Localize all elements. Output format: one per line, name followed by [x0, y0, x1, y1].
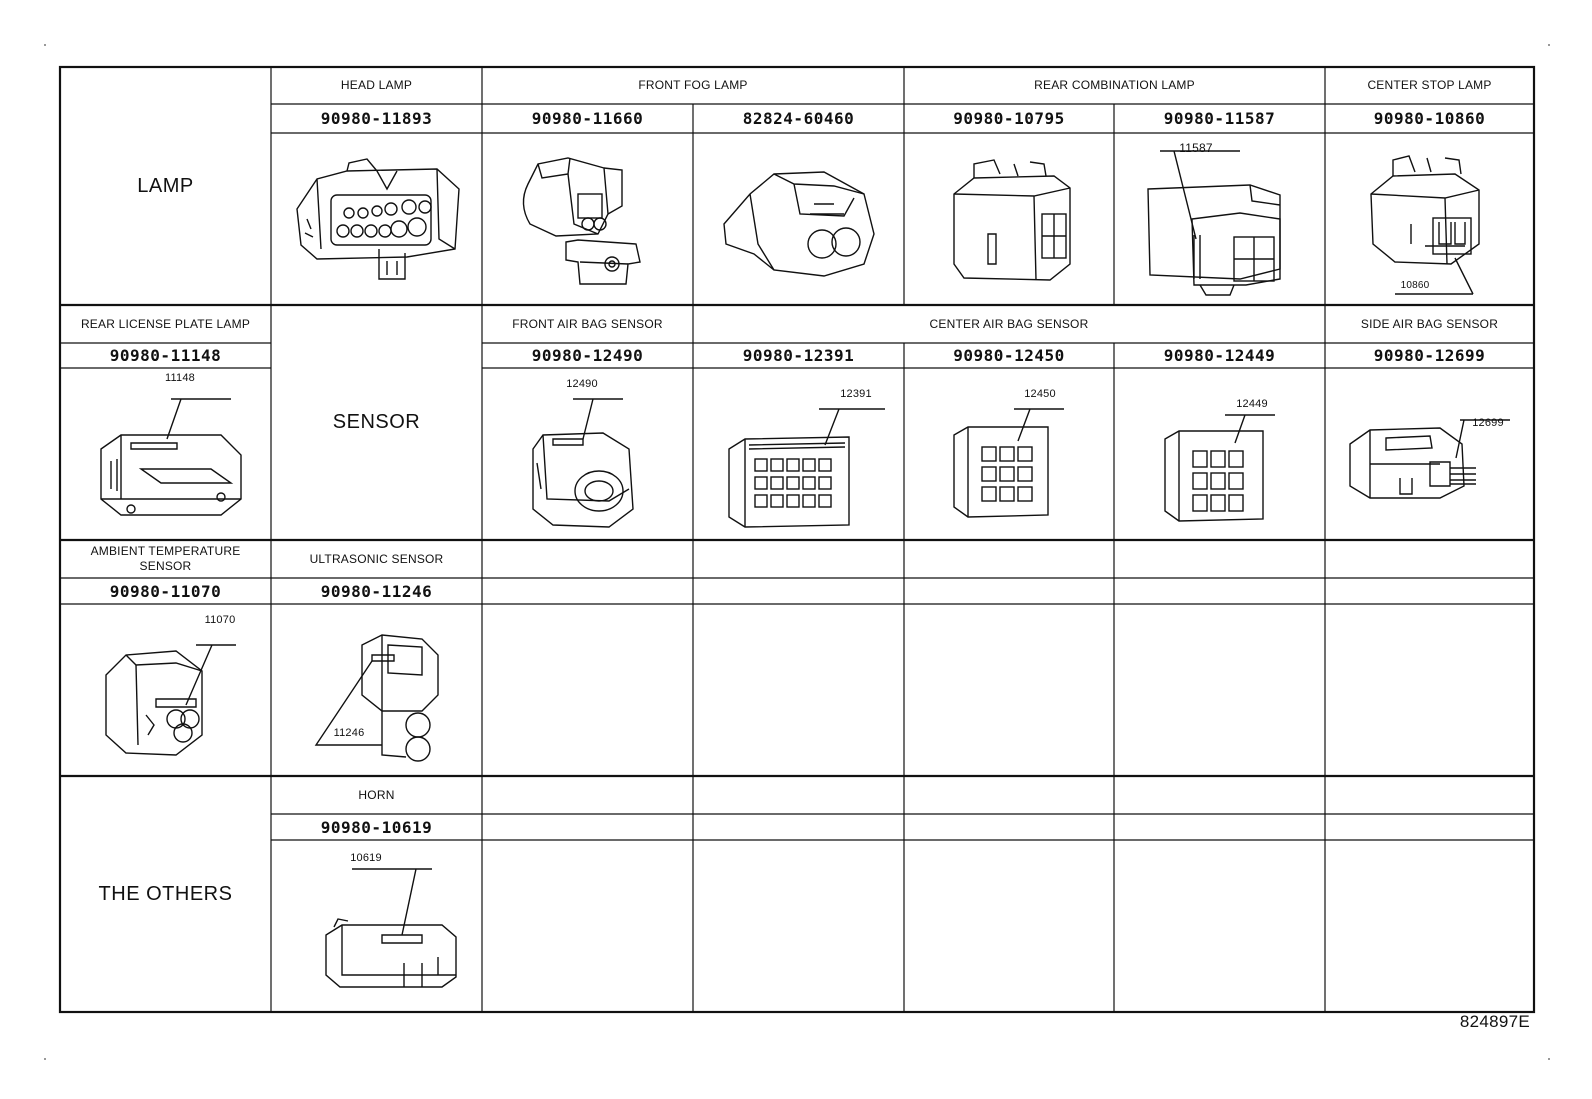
center-air-bag-sensor-title: CENTER AIR BAG SENSOR	[929, 316, 1089, 331]
part-number: 90980-11246	[320, 581, 433, 601]
part-number: 90980-12699	[1373, 346, 1486, 365]
callout-label: 11070	[204, 613, 236, 626]
front-fog-lamp-title: FRONT FOG LAMP	[638, 78, 748, 92]
callout-label: 12490	[566, 377, 598, 390]
figure-id: 824897E	[1459, 1012, 1530, 1031]
connector-illustration-head-lamp	[271, 133, 482, 305]
callout-label: 10860	[1400, 279, 1430, 291]
part-number: 90980-11148	[109, 346, 222, 365]
callout-label: 11587	[1179, 140, 1213, 155]
horn-title: HORN	[358, 787, 395, 802]
head-lamp-title: HEAD LAMP	[340, 78, 413, 92]
front-air-bag-sensor-title: FRONT AIR BAG SENSOR	[512, 316, 663, 331]
part-number: 90980-12391	[742, 346, 855, 365]
rear-license-plate-lamp-title: REAR LICENSE PLATE LAMP	[80, 316, 251, 331]
connector-illustration-center-air-bag-12449	[1114, 368, 1325, 540]
part-number: 90980-11893	[320, 109, 433, 128]
callout-label: 10619	[350, 851, 382, 864]
callout-label: 12391	[840, 387, 872, 400]
callout-label: 11246	[333, 726, 365, 739]
part-number: 90980-11070	[109, 581, 222, 601]
part-number: 90980-10619	[320, 817, 433, 837]
section-label-sensor: SENSOR	[332, 411, 421, 433]
center-stop-lamp-title: CENTER STOP LAMP	[1367, 78, 1492, 92]
connector-illustration-ultrasonic-11246	[271, 604, 482, 776]
part-number: 90980-12450	[953, 346, 1065, 365]
side-air-bag-sensor-title: SIDE AIR BAG SENSOR	[1360, 316, 1499, 331]
part-number: 90980-11587	[1163, 109, 1276, 128]
callout-label: 11148	[165, 371, 195, 384]
connector-illustration-front-air-bag-12490	[482, 368, 693, 540]
part-number: 90980-12490	[531, 346, 644, 365]
ultrasonic-sensor-title: ULTRASONIC SENSOR	[309, 551, 444, 566]
connector-illustration-front-fog-11660	[482, 133, 693, 305]
part-number: 90980-12449	[1163, 346, 1276, 365]
part-number: 90980-10860	[1373, 109, 1486, 128]
connector-illustration-center-air-bag-12450	[904, 368, 1114, 540]
part-number: 90980-10795	[953, 109, 1065, 128]
connector-illustration-side-air-bag-12699	[1325, 368, 1534, 540]
registration-mark	[1548, 1058, 1550, 1060]
registration-mark	[44, 1058, 46, 1060]
callout-label: 12699	[1472, 416, 1504, 429]
callout-label: 12449	[1236, 397, 1268, 410]
section-label-others: THE OTHERS	[98, 882, 233, 905]
connector-illustration-rear-license-11148	[60, 368, 271, 540]
part-number: 82824-60460	[742, 109, 855, 128]
callout-label: 12450	[1024, 387, 1056, 400]
connector-illustration-rear-combination-10795	[904, 133, 1114, 305]
rear-combination-lamp-title: REAR COMBINATION LAMP	[1034, 78, 1195, 92]
ambient-temperature-sensor-title: AMBIENT TEMPERATURE SENSOR	[90, 544, 241, 573]
registration-mark	[1548, 44, 1550, 46]
connector-illustration-ambient-temperature-11070	[60, 604, 271, 776]
part-number: 90980-11660	[531, 109, 644, 128]
connector-illustration-front-fog-60460	[693, 133, 904, 305]
connector-illustration-rear-combination-11587	[1114, 133, 1325, 305]
registration-mark	[44, 44, 46, 46]
section-label-lamp: LAMP	[137, 174, 194, 197]
